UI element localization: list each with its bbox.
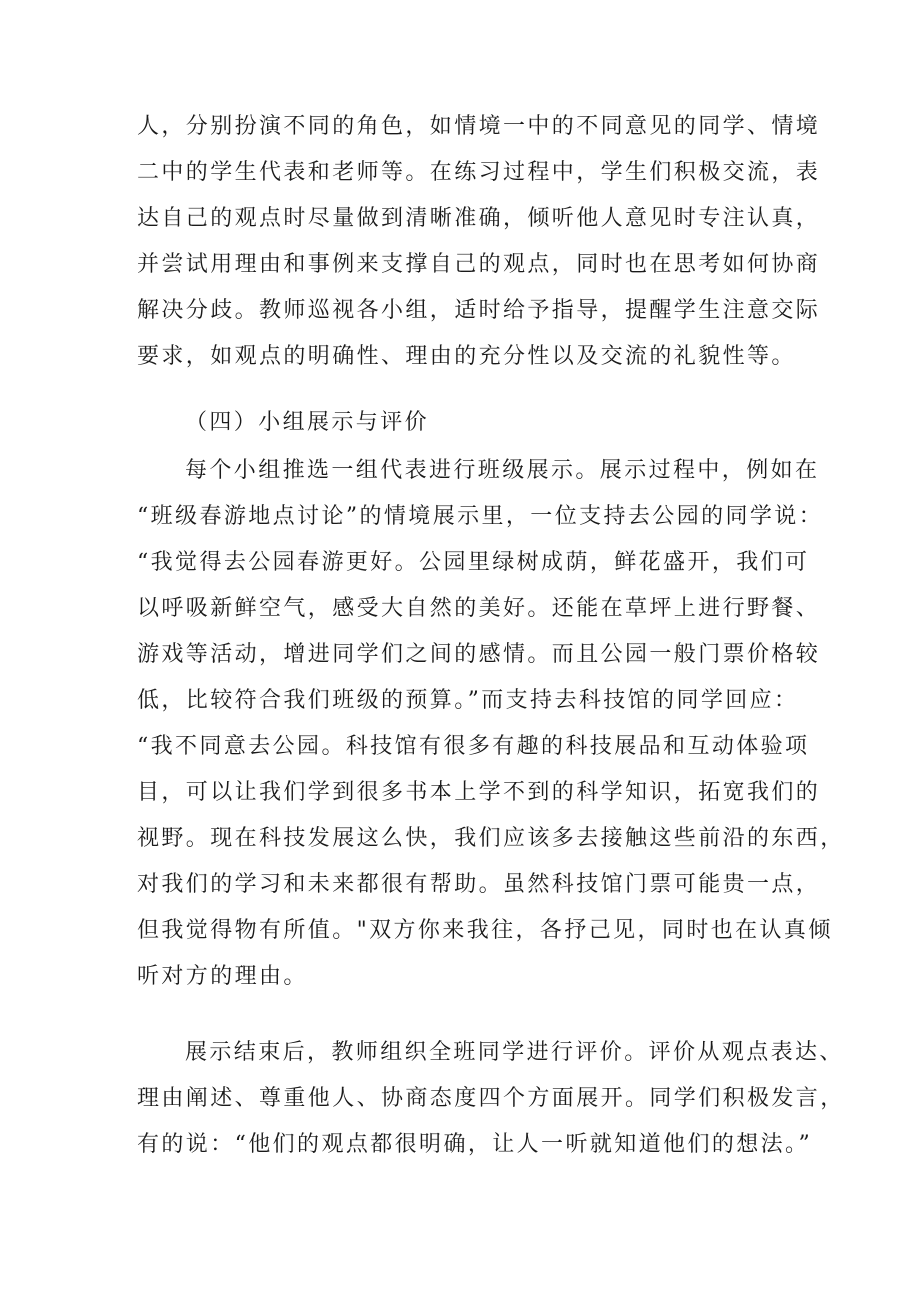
paragraph-line: 每个小组推选一组代表进行班级展示。展示过程中，例如在	[185, 458, 820, 483]
paragraph-line: 目，可以让我们学到很多书本上学不到的科学知识，拓宽我们的	[137, 780, 821, 805]
section-heading: （四）小组展示与评价	[185, 410, 430, 435]
paragraph-line: “我不同意去公园。科技馆有很多有趣的科技展品和互动体验项	[137, 734, 810, 759]
section-heading-block	[137, 400, 797, 446]
paragraph-line: 展示结束后，教师组织全班同学进行评价。评价从观点表达、	[185, 1040, 844, 1065]
paragraph-line: 并尝试用理由和事例来支撑自己的观点，同时也在思考如何协商	[137, 252, 821, 277]
paragraph-line: “班级春游地点讨论”的情境展示里，一位支持去公园的同学说：	[137, 504, 824, 529]
paragraph-line: 人，分别扮演不同的角色，如情境一中的不同意见的同学、情境	[137, 114, 821, 139]
paragraph-line: 解决分歧。教师巡视各小组，适时给予指导，提醒学生注意交际	[137, 298, 821, 323]
paragraph-line: 视野。现在科技发展这么快，我们应该多去接触这些前沿的东西，	[137, 826, 845, 851]
paragraph-line: “我觉得去公园春游更好。公园里绿树成荫，鲜花盛开，我们可	[137, 550, 810, 575]
paragraph-line: 低，比较符合我们班级的预算。”而支持去科技馆的同学回应：	[137, 688, 799, 713]
paragraph-line: 以呼吸新鲜空气，感受大自然的美好。还能在草坪上进行野餐、	[137, 596, 821, 621]
paragraph-roleplay-practice	[137, 104, 821, 380]
paragraph-line: 要求，如观点的明确性、理由的充分性以及交流的礼貌性等。	[137, 344, 796, 369]
paragraph-class-evaluation	[137, 1030, 845, 1168]
paragraph-line: 达自己的观点时尽量做到清晰准确，倾听他人意见时专注认真，	[137, 206, 821, 231]
paragraph-line: 二中的学生代表和老师等。在练习过程中，学生们积极交流，表	[137, 160, 821, 185]
paragraph-group-presentation	[137, 448, 845, 1000]
paragraph-line: 听对方的理由。	[137, 964, 308, 989]
paragraph-line: 有的说：“他们的观点都很明确，让人一听就知道他们的想法。”	[137, 1132, 813, 1157]
paragraph-line: 对我们的学习和未来都很有帮助。虽然科技馆门票可能贵一点，	[137, 872, 821, 897]
paragraph-line: 理由阐述、尊重他人、协商态度四个方面展开。同学们积极发言，	[137, 1086, 845, 1111]
paragraph-line: 游戏等活动，增进同学们之间的感情。而且公园一般门票价格较	[137, 642, 821, 667]
paragraph-line: 但我觉得物有所值。"双方你来我往，各抒己见，同时也在认真倾	[137, 918, 833, 943]
